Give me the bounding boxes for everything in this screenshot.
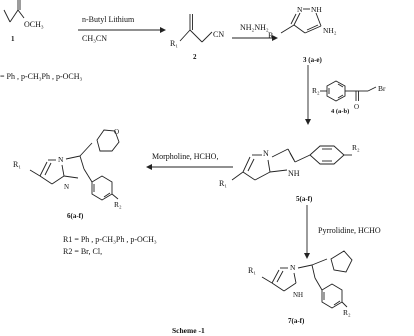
- compound-6-r2: R₂: [114, 200, 122, 209]
- step1-reagent-b: CH₃CN: [82, 34, 108, 43]
- compound-3-nh: NH: [311, 5, 322, 14]
- substituents-left: = Ph , p-CH₃Ph , p-OCH₃: [0, 72, 83, 81]
- compound-4-label: 4 (a-b): [331, 108, 350, 115]
- compound-6-o: O: [114, 128, 120, 136]
- compound-5-r2: R₂: [352, 143, 360, 152]
- compound-1-label: 1: [11, 35, 15, 43]
- compound-2: [170, 14, 224, 61]
- compound-1-group: OCH₃: [24, 20, 44, 29]
- compound-5-n: N: [263, 149, 269, 158]
- compound-6-label: 6(a-f): [67, 212, 84, 220]
- compound-4-br: Br: [378, 84, 386, 93]
- compound-6-r1: R₁: [13, 160, 22, 169]
- step5-reagent: Pyrrolidine, HCHO: [318, 226, 381, 235]
- compound-3-r: R₁: [268, 31, 277, 40]
- compound-7: [248, 251, 352, 325]
- step5-arrow: [304, 205, 381, 259]
- compound-4-r: R₂: [312, 86, 320, 95]
- compound-5-nh: NH: [288, 169, 300, 178]
- compound-1: [4, 0, 44, 43]
- compound-6: [13, 128, 122, 220]
- step1-reagent-a: n-Butyl Lithium: [82, 15, 135, 24]
- compound-4-o: O: [354, 103, 360, 111]
- compound-7-r2: R₂: [343, 308, 351, 317]
- step3-arrow: [305, 65, 311, 125]
- step2-reagent: NH₂NH₂: [240, 23, 269, 32]
- scheme-title: Scheme -1: [172, 326, 205, 335]
- compound-5-r1: R₁: [219, 179, 228, 188]
- compound-6-nh: N: [64, 183, 70, 191]
- compound-5-label: 5(a-f): [296, 195, 313, 203]
- legend-r1: R1 = Ph , p-CH₃Ph , p-OCH₃: [63, 235, 157, 244]
- compound-7-n: N: [290, 263, 296, 272]
- legend-r2: R2 = Br, Cl,: [63, 247, 103, 256]
- compound-7-label: 7(a-f): [288, 317, 305, 325]
- compound-3-nh2: NH₂: [323, 26, 337, 35]
- compound-3-n: N: [297, 5, 303, 14]
- step4-arrow: [146, 152, 233, 170]
- compound-3: [268, 5, 337, 64]
- compound-2-cn: CN: [213, 30, 225, 39]
- step4-reagent: Morpholine, HCHO,: [152, 152, 219, 161]
- compound-3-label: 3 (a-e): [303, 56, 322, 64]
- compound-6-n: N: [58, 155, 64, 164]
- compound-2-r: R₁: [170, 39, 179, 48]
- step1-arrow: [78, 15, 166, 43]
- compound-7-r1: R₁: [248, 266, 257, 275]
- compound-5: [219, 143, 360, 203]
- compound-7-nh: NH: [293, 291, 304, 299]
- compound-2-label: 2: [193, 53, 197, 61]
- compound-4: [312, 81, 386, 115]
